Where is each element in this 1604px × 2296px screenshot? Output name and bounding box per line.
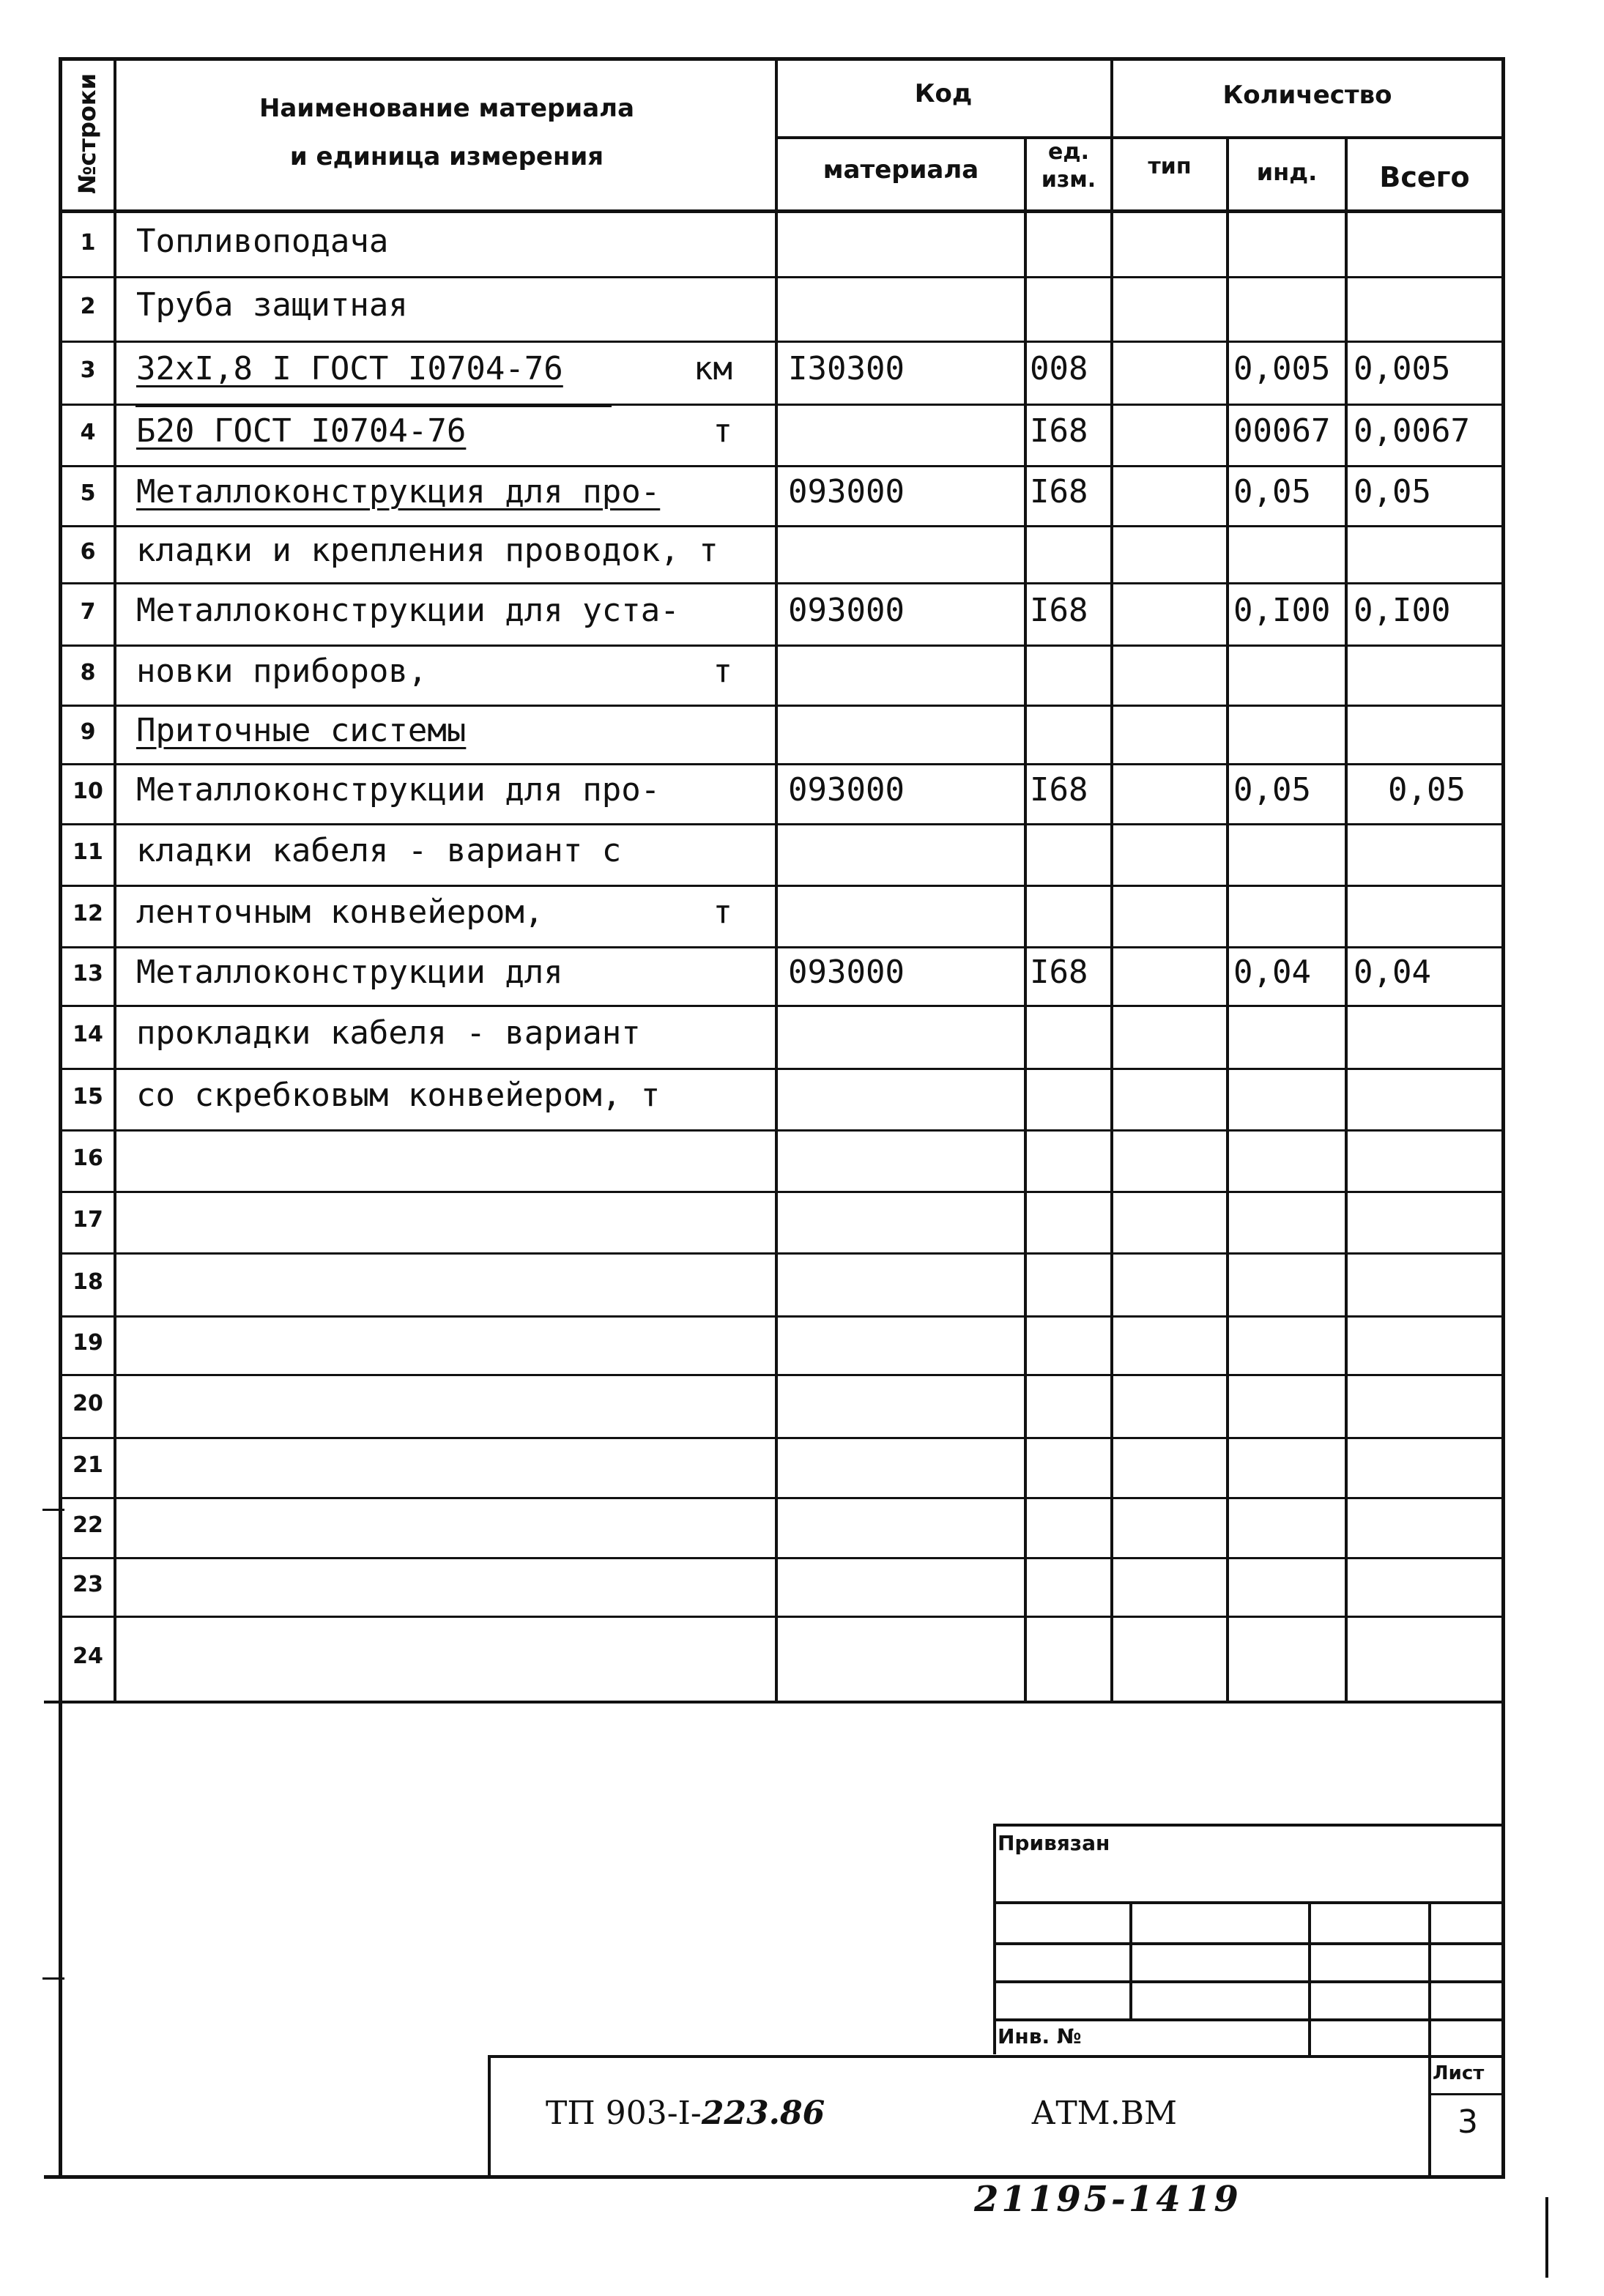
- row-divider: [59, 1437, 1503, 1439]
- row-divider: [59, 1129, 1503, 1132]
- row-number: 4: [80, 420, 96, 445]
- row-divider: [59, 341, 1503, 343]
- margin-tick: [42, 1977, 64, 1980]
- row-number: 19: [73, 1330, 103, 1356]
- row-number: 7: [80, 598, 96, 625]
- material-name-unit-cell: т: [713, 653, 732, 690]
- row-number: 22: [73, 1512, 103, 1538]
- quantity-header: Количество: [1222, 81, 1392, 110]
- document-code: [546, 2095, 825, 2132]
- unit-code-cell: I68: [1030, 954, 1088, 991]
- row-number: 24: [73, 1643, 103, 1669]
- row-divider: [59, 763, 1503, 765]
- ind-qty-cell: 0,005: [1233, 350, 1331, 387]
- ind-header: инд.: [1256, 158, 1318, 186]
- row-number: 16: [73, 1145, 103, 1171]
- row-divider: [59, 1068, 1503, 1070]
- unit-header-line1: ед.: [1048, 139, 1089, 165]
- stamp-top-line: [993, 1824, 1501, 1827]
- row-divider: [59, 465, 1503, 467]
- header-mid-line: [775, 136, 1503, 139]
- stamp-col-line: [1428, 1901, 1431, 2177]
- material-name-unit-cell: км: [694, 350, 732, 387]
- row-divider: [59, 1005, 1503, 1007]
- document-code-print: ТП 903-I-: [546, 2095, 702, 2132]
- frame-top-line: [59, 57, 1505, 61]
- total-qty-cell: 0,I00: [1354, 591, 1451, 629]
- ind-qty-cell: 0,05: [1233, 771, 1311, 809]
- frame-bottom-line: [44, 2175, 1505, 2179]
- attached-label: Привязан: [998, 1831, 1110, 1855]
- material-code-cell: 093000: [788, 954, 905, 991]
- row-divider: [59, 946, 1503, 948]
- col-line-code: [1024, 139, 1027, 1702]
- material-name-cell: прокладки кабеля - вариант: [136, 1014, 641, 1052]
- unit-header-line2: изм.: [1041, 167, 1096, 193]
- inventory-number-label: Инв. №: [998, 2024, 1082, 2048]
- document-code-handwritten: 223.86: [701, 2095, 825, 2132]
- material-name-unit-cell: т: [713, 893, 732, 931]
- row-number: 6: [80, 539, 96, 565]
- document-mark: АТМ.ВМ: [1031, 2095, 1178, 2132]
- row-number: 13: [73, 961, 103, 987]
- row-divider: [59, 276, 1503, 278]
- unit-code-cell: I68: [1030, 473, 1088, 510]
- type-header: тип: [1148, 154, 1192, 179]
- row-number: 12: [73, 901, 103, 926]
- row3-underline: [135, 405, 612, 407]
- row-number: 15: [73, 1084, 103, 1110]
- material-name-cell: кладки кабеля - вариант с: [136, 832, 622, 869]
- material-name-cell: 32хI,8 I ГОСТ I0704-76: [136, 350, 563, 387]
- stamp-line: [993, 1942, 1501, 1945]
- row-divider: [59, 525, 1503, 527]
- sheet-label: Лист: [1433, 2062, 1485, 2084]
- col-line-unit: [1110, 57, 1113, 1702]
- row-divider: [59, 1374, 1503, 1376]
- row-divider: [59, 1315, 1503, 1318]
- row-divider: [59, 1616, 1503, 1618]
- title-block-left-line: [488, 2055, 491, 2177]
- material-name-cell: Б20 ГОСТ I0704-76: [136, 412, 467, 450]
- row-number: 23: [73, 1572, 103, 1597]
- total-header: Всего: [1379, 161, 1470, 193]
- row-number: 9: [80, 719, 96, 745]
- page-number-handwritten: 19: [1187, 2179, 1241, 2220]
- row-divider: [59, 1191, 1503, 1193]
- row-number: 17: [73, 1207, 103, 1233]
- stamp-col-line: [1129, 1901, 1132, 2018]
- archive-number-handwritten: 21195-14: [974, 2179, 1184, 2220]
- total-qty-cell: 0,005: [1354, 350, 1451, 387]
- ind-qty-cell: 0,04: [1233, 954, 1311, 991]
- code-header: Код: [914, 79, 973, 108]
- name-header-line2: и единица измерения: [289, 142, 604, 171]
- unit-code-cell: I68: [1030, 412, 1088, 450]
- unit-code-cell: I68: [1030, 591, 1088, 629]
- frame-right-line: [1501, 57, 1505, 2177]
- stamp-col-line: [1308, 1901, 1311, 2055]
- name-header-line1: Наименование материала: [259, 94, 635, 123]
- material-code-cell: 093000: [788, 591, 905, 629]
- row-divider: [59, 582, 1503, 584]
- row-divider: [59, 1497, 1503, 1499]
- row-number: 11: [73, 839, 103, 865]
- row-divider: [59, 644, 1503, 647]
- row-number-header: №строки: [73, 73, 101, 194]
- sheet-number: 3: [1458, 2103, 1478, 2141]
- row-number: 8: [80, 660, 96, 686]
- material-name-cell: со скребковым конвейером, т: [136, 1077, 661, 1114]
- row-number: 21: [73, 1452, 103, 1478]
- material-name-cell: ленточным конвейером,: [136, 893, 544, 931]
- row-divider: [59, 885, 1503, 887]
- material-name-cell: кладки и крепления проводок, т: [136, 532, 719, 569]
- header-bottom-line: [59, 209, 1503, 213]
- ind-qty-cell: 0,05: [1233, 473, 1311, 510]
- material-name-cell: Металлоконструкции для про-: [136, 771, 661, 809]
- stamp-line: [993, 2018, 1501, 2021]
- material-name-cell: Приточные системы: [136, 712, 467, 749]
- unit-code-cell: 008: [1030, 350, 1088, 387]
- total-qty-cell: 0,05: [1388, 771, 1466, 809]
- ind-qty-cell: 0,I00: [1233, 591, 1331, 629]
- col-line-name: [775, 57, 778, 1702]
- sheet-box-line: [1428, 2093, 1501, 2095]
- row-number: 2: [80, 294, 96, 319]
- stamp-line: [993, 1901, 1501, 1904]
- material-name-cell: новки приборов,: [136, 653, 428, 690]
- material-name-cell: Металлоконструкция для про-: [136, 473, 661, 510]
- material-name-cell: Топливоподача: [136, 223, 389, 260]
- row-number: 1: [80, 230, 96, 256]
- total-qty-cell: 0,05: [1354, 473, 1431, 510]
- row-divider: [59, 823, 1503, 825]
- col-line-ind: [1345, 139, 1348, 1702]
- material-name-cell: Металлоконструкции для уста-: [136, 591, 680, 629]
- total-qty-cell: 0,0067: [1354, 412, 1470, 450]
- material-name-unit-cell: т: [713, 412, 732, 450]
- material-name-cell: Металлоконструкции для: [136, 954, 563, 991]
- row-number: 10: [73, 779, 103, 804]
- row-divider: [59, 1252, 1503, 1255]
- row-number: 5: [80, 480, 96, 506]
- material-code-header: материала: [823, 155, 979, 185]
- row-number: 3: [80, 357, 96, 383]
- unit-code-cell: I68: [1030, 771, 1088, 809]
- row-divider: [59, 1557, 1503, 1559]
- title-block-top-line: [488, 2055, 1503, 2058]
- margin-tick: [42, 1509, 64, 1511]
- material-code-cell: 093000: [788, 473, 905, 510]
- row-number: 18: [73, 1269, 103, 1295]
- col-line-type: [1226, 139, 1229, 1702]
- row-number: 20: [73, 1391, 103, 1416]
- total-qty-cell: 0,04: [1354, 954, 1431, 991]
- material-name-cell: Труба защитная: [136, 286, 408, 324]
- material-code-cell: I30300: [788, 350, 905, 387]
- material-code-cell: 093000: [788, 771, 905, 809]
- row-divider: [59, 705, 1503, 707]
- row-number: 14: [73, 1022, 103, 1047]
- ind-qty-cell: 00067: [1233, 412, 1331, 450]
- frame-outer-right-line: [1545, 2197, 1548, 2278]
- stamp-line: [993, 1980, 1501, 1983]
